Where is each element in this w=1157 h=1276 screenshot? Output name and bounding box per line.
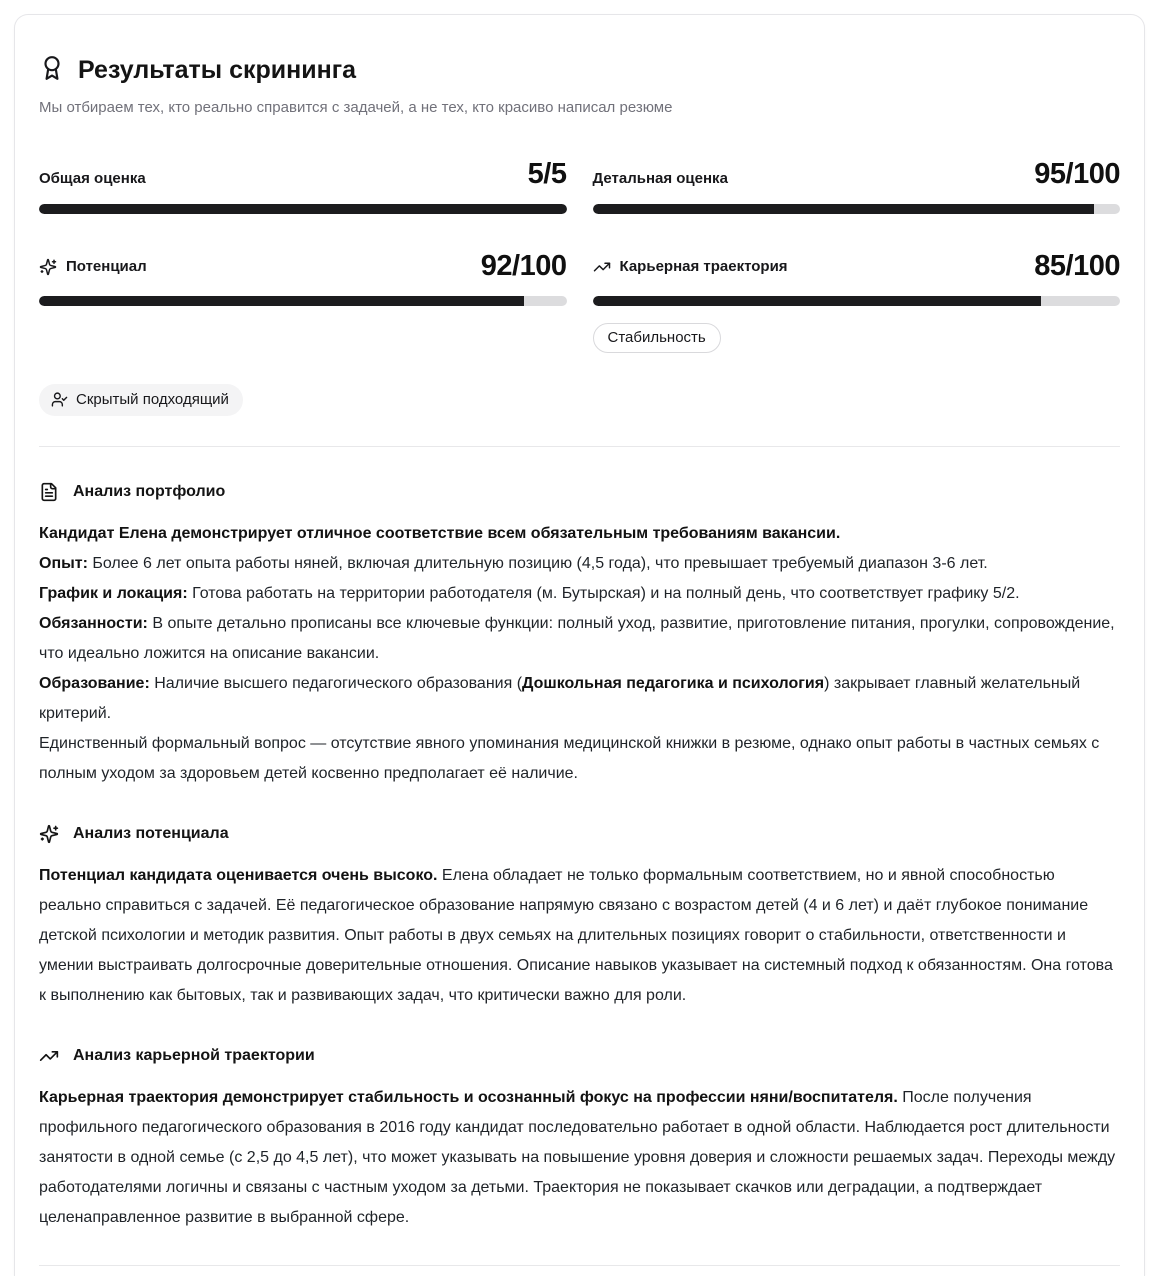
trending-up-icon bbox=[39, 1046, 59, 1066]
score-label: Потенциал bbox=[39, 257, 147, 275]
score-header bbox=[593, 160, 1121, 189]
analysis-paragraph: Потенциал кандидата оценивается очень высоко. Елена обладает не только формальным соответствием, но и явной способностью реально справиться с задачей. Её педагогическое образование напрямую связано с возрастом детей (4 и 6 лет) и даёт глубокое понимание детской психологии и методик развития. Опыт работы в двух семьях на длительных позициях говорит о стабильности, ответственности и умении выстраивать долгосрочные доверительные отношения. Описание навыков указывает на системный подход к обязанностям. Она готова к выполнению как бытовых, так и развивающих задач, что критически важно для роли. bbox=[39, 867, 1113, 1004]
section-title: Анализ портфолио bbox=[73, 483, 226, 500]
section-body bbox=[39, 861, 1120, 1011]
sparkles-icon bbox=[39, 824, 59, 844]
score-progressbar bbox=[593, 204, 1121, 214]
analysis-sections bbox=[39, 482, 1120, 1233]
score-progressbar bbox=[39, 204, 567, 214]
score-value: 5/5 bbox=[527, 158, 567, 190]
score-value: 85/100 bbox=[1034, 250, 1120, 282]
score-card bbox=[593, 160, 1121, 214]
score-card bbox=[39, 252, 567, 306]
section-heading bbox=[39, 1046, 1120, 1066]
award-icon bbox=[39, 55, 65, 81]
user-check-icon bbox=[51, 391, 68, 408]
scores-grid bbox=[39, 160, 1120, 353]
progress-fill bbox=[39, 204, 567, 214]
score-tags bbox=[593, 323, 1121, 353]
progress-fill bbox=[593, 204, 1094, 214]
candidate-badge: Скрытый подходящий bbox=[39, 384, 243, 416]
analysis-paragraph: Опыт: Более 6 лет опыта работы няней, включая длительную позицию (4,5 года), что превышает требуемый диапазон 3-6 лет. bbox=[39, 555, 988, 572]
bottom-divider bbox=[39, 1265, 1120, 1266]
section-heading bbox=[39, 824, 1120, 844]
score-header bbox=[593, 252, 1121, 281]
section-heading bbox=[39, 482, 1120, 502]
score-progressbar bbox=[39, 296, 567, 306]
page-title: Результаты скрининга bbox=[78, 56, 357, 84]
progress-fill bbox=[39, 296, 524, 306]
section-body bbox=[39, 1083, 1120, 1233]
analysis-paragraph: Образование: Наличие высшего педагогического образования (Дошкольная педагогика и психология) закрывает главный желательный критерий. bbox=[39, 675, 1081, 722]
analysis-section bbox=[39, 824, 1120, 1011]
analysis-paragraph: Обязанности: В опыте детально прописаны все ключевые функции: полный уход, развитие, приготовление питания, прогулки, сопровождение, что идеально ложится на описание вакансии. bbox=[39, 615, 1115, 662]
analysis-section bbox=[39, 1046, 1120, 1233]
score-header bbox=[39, 160, 567, 189]
score-progressbar bbox=[593, 296, 1121, 306]
score-label: Детальная оценка bbox=[592, 170, 728, 187]
sparkles-icon bbox=[39, 258, 57, 276]
trending-up-icon bbox=[593, 258, 611, 276]
score-card bbox=[593, 252, 1121, 353]
score-label: Общая оценка bbox=[39, 170, 146, 187]
score-card bbox=[39, 160, 567, 214]
score-header bbox=[39, 252, 567, 281]
analysis-paragraph: Карьерная траектория демонстрирует стабильность и осознанный фокус на профессии няни/воспитателя. После получения профильного педагогического образования в 2016 году кандидат последовательно работает в одной области. Наблюдается рост длительности занятости в одной семье (с 2,5 до 4,5 лет), что может указывать на повышение уровня доверия и сложности решаемых задач. Переходы между работодателями логичны и связаны с частным уходом за детьми. Траектория не показывает скачков или деградации, а подтверждает целенаправленное развитие в выбранной сфере. bbox=[39, 1089, 1116, 1226]
score-value: 92/100 bbox=[480, 250, 567, 282]
file-text-icon bbox=[39, 482, 59, 502]
section-title: Анализ карьерной траектории bbox=[73, 1047, 315, 1064]
screening-results-card bbox=[14, 14, 1145, 1276]
divider bbox=[39, 446, 1120, 447]
analysis-section bbox=[39, 482, 1120, 789]
analysis-paragraph: Единственный формальный вопрос — отсутствие явного упоминания медицинской книжки в резюме, однако опыт работы в частных семьях с полным уходом за здоровьем детей косвенно предполагает её наличие. bbox=[39, 735, 1100, 782]
badges-row bbox=[39, 384, 1120, 416]
card-header bbox=[39, 55, 1120, 86]
section-body bbox=[39, 519, 1120, 789]
score-tag-pill: Стабильность bbox=[593, 323, 721, 353]
score-label: Карьерная траектория bbox=[593, 257, 788, 275]
section-title: Анализ потенциала bbox=[73, 825, 229, 842]
analysis-paragraph: Кандидат Елена демонстрирует отличное соответствие всем обязательным требованиям вакансии. bbox=[39, 525, 841, 542]
progress-fill bbox=[593, 296, 1041, 306]
score-value: 95/100 bbox=[1034, 158, 1120, 190]
analysis-paragraph: График и локация: Готова работать на территории работодателя (м. Бутырская) и на полный день, что соответствует графику 5/2. bbox=[39, 585, 1020, 602]
page-subtitle: Мы отбираем тех, кто реально справится с задачей, а не тех, кто красиво написал резюме bbox=[39, 99, 673, 116]
